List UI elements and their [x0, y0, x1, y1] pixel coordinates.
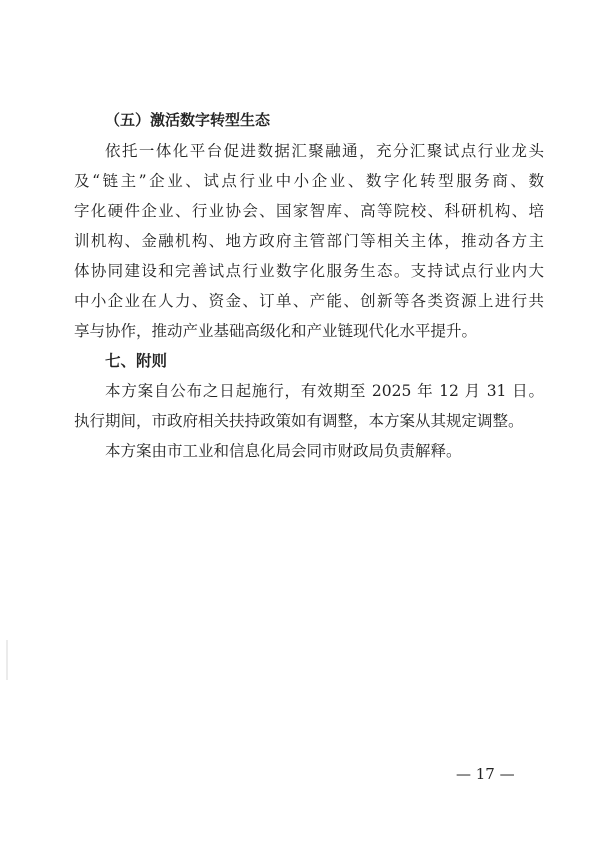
paragraph-line: 字化硬件企业、行业协会、国家智库、高等院校、科研机构、培 [74, 202, 544, 220]
paragraph-line: 执行期间，市政府相关扶持政策如有调整，本方案从其规定调整。 [74, 412, 524, 430]
paragraph-line: 本方案自公布之日起施行，有效期至 2025 年 12 月 31 日。 [105, 382, 544, 400]
section-heading-7: 七、附则 [105, 352, 168, 370]
paragraph-line: 体协同建设和完善试点行业数字化服务生态。支持试点行业内大 [74, 262, 544, 280]
paragraph-line: 本方案由市工业和信息化局会同市财政局负责解释。 [105, 442, 462, 460]
scan-mark [6, 640, 8, 680]
paragraph-line: 及“链主”企业、试点行业中小企业、数字化转型服务商、数 [74, 172, 544, 190]
section-heading-5: （五）激活数字转型生态 [105, 111, 271, 129]
paragraph-line: 训机构、金融机构、地方政府主管部门等相关主体，推动各方主 [74, 232, 544, 250]
paragraph-line: 依托一体化平台促进数据汇聚融通，充分汇聚试点行业龙头 [105, 142, 544, 160]
paragraph-line: 享与协作，推动产业基础高级化和产业链现代化水平提升。 [74, 322, 478, 340]
paragraph-line: 中小企业在人力、资金、订单、产能、创新等各类资源上进行共 [74, 292, 544, 310]
page-number: — 17 — [456, 765, 515, 783]
